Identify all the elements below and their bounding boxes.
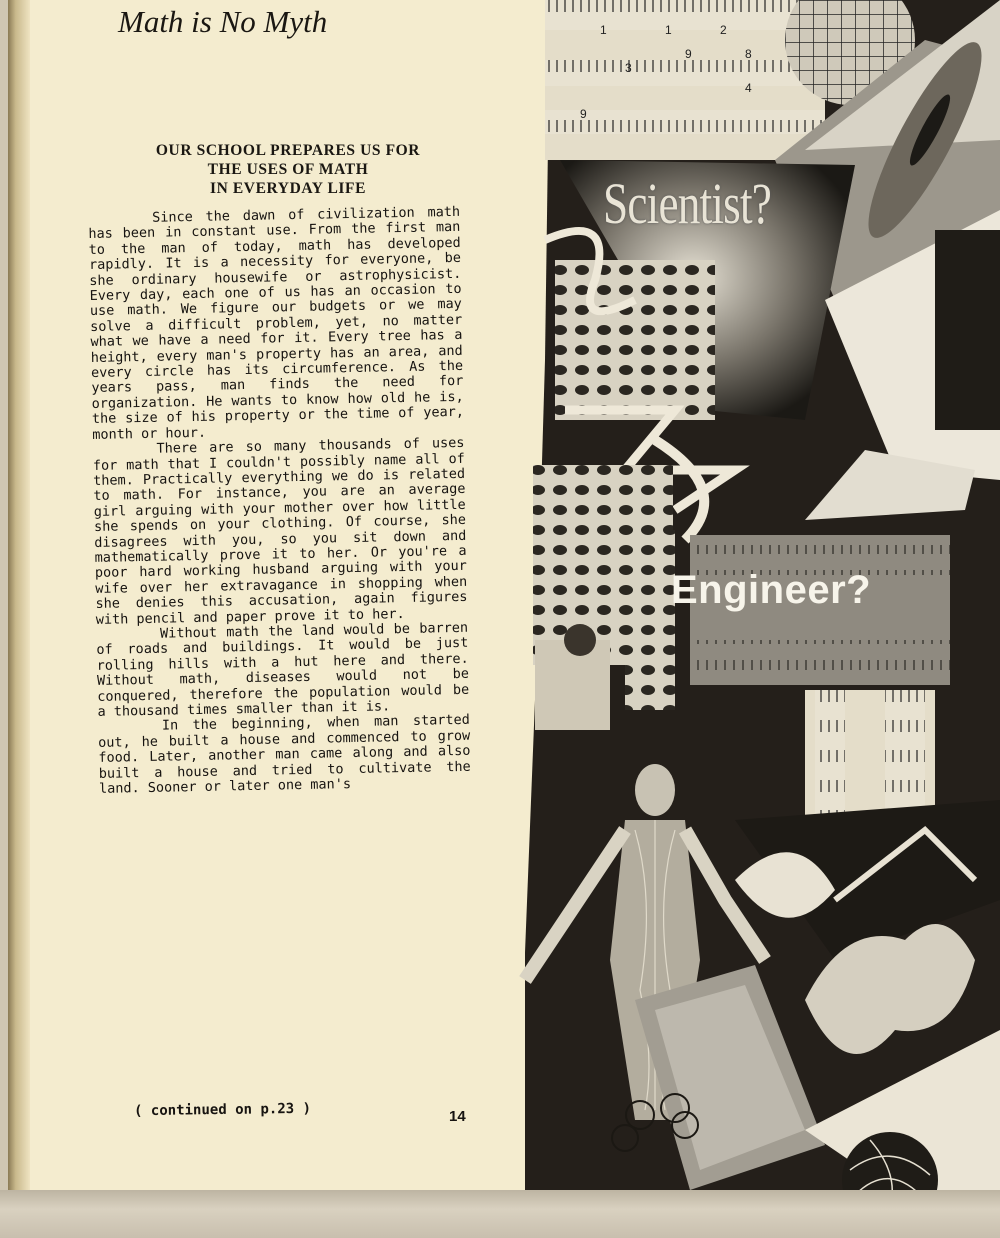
paragraph: In the beginning, when man started out, he built a house and commenced to grow food. Later, another man came along and also built a house and tried to cultivate the land. Sooner or later one man's [98,712,471,797]
subhead-line: THE USES OF MATH [207,161,369,178]
article-title: Math is No Myth [118,4,328,39]
paragraph: Since the dawn of civilization math has been in constant use. From the first man to the man of today, math has developed rapidly. It is a necessity for everyone, be she ordinary housewife or astrophysicist. Every day, each one of us has an occasion to use math. We figure our budgets or we may solve a difficult problem, yet, no matter what we have a need for it. Every tree has a height, every man's property has an area, and every circle has its circumference. As the years pass, man finds the need for organization. He wants to know how old he is, the size of his property or the time of year, month or hour. [88,203,465,443]
paragraph: Without math the land would be barren of roads and buildings. It would be just rolling hills with a hut here and there. Without math, diseases would not be conquered, therefore the population would be a thousand times smaller than it is. [96,619,470,720]
collage-word-engineer: Engineer? [671,568,872,612]
svg-text:8: 8 [745,47,752,61]
subhead-line: OUR SCHOOL PREPARES US FOR [155,142,421,159]
binding-spine [8,0,30,1190]
svg-text:1: 1 [665,23,672,37]
subhead-line: IN EVERYDAY LIFE [209,180,367,197]
svg-text:2: 2 [720,23,727,37]
svg-text:1: 1 [600,23,607,37]
svg-text:9: 9 [580,107,587,121]
collage-illustration [505,0,1000,1205]
paragraph: There are so many thousands of uses for math that I couldn't possibly name all of them. Practically everything we do is related to math. For instance, you are an average girl arguing with your mother over how little she spends on your clothing. Of course, she disagrees with you, so you sit down and mathematically prove it to her. Or you're a poor hard working husband arguing with your wife over her extravagance in shopping when she denies this accusation, again figures with pencil and paper prove it to her. [92,434,468,628]
svg-text:3: 3 [625,61,632,75]
page-number: 14 [449,1108,466,1125]
continued-note: ( continued on p.23 ) [133,1100,312,1120]
svg-text:4: 4 [745,81,752,95]
article-subhead [103,141,473,198]
article-body [88,205,471,797]
svg-text:9: 9 [685,47,692,61]
table-surface [0,1190,1000,1238]
collage-word-scientist: Scientist? [603,171,772,236]
